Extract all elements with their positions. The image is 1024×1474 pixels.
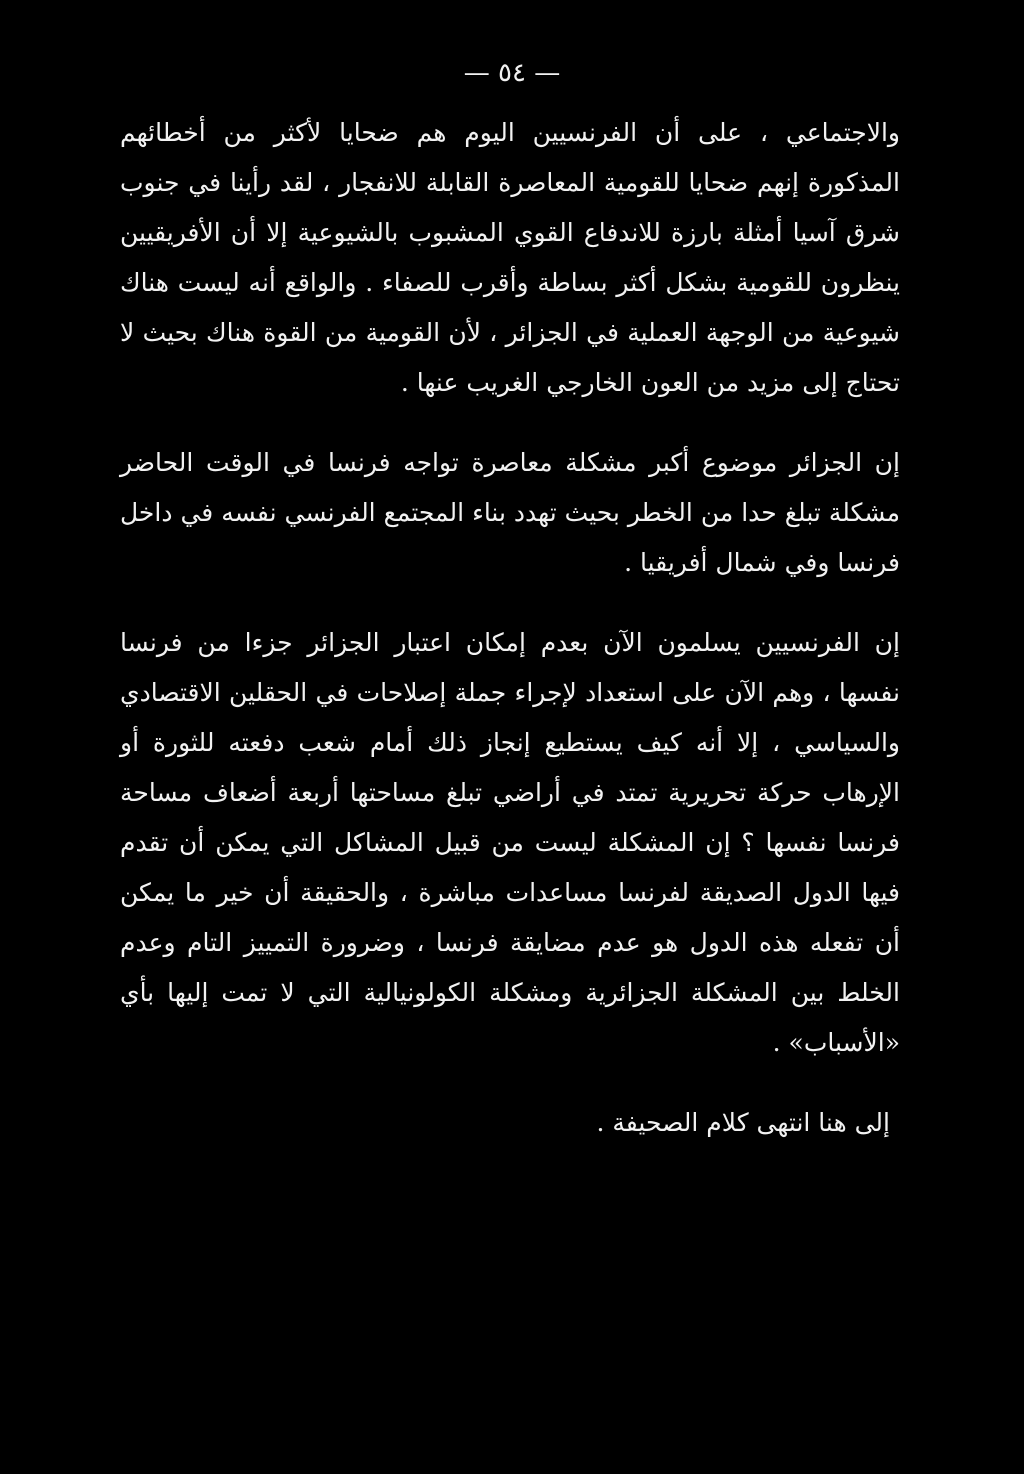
- paragraph-2: [120, 438, 900, 588]
- paragraph-1-text: والاجتماعي ، على أن الفرنسيين اليوم هم ضحايا لأكثر من أخطائهم المذكورة إنهم ضحايا للقومية المعاصرة القابلة للانفجار ، لقد رأينا في جنوب شرق آسيا أمثلة بارزة للاندفاع القوي المشبوب بالشيوعية إلا أن الأفريقيين ينظرون للقومية بشكل أكثر بساطة وأقرب للصفاء . والواقع أنه ليست هناك شيوعية من الوجهة العملية في الجزائر ، لأن القومية من القوة هناك بحيث لا تحتاج إلى مزيد من العون الخارجي الغريب عنها .: [120, 118, 900, 397]
- page-number: — ٥٤ —: [463, 58, 561, 88]
- paragraph-3: [120, 618, 900, 1068]
- paragraph-1: [120, 108, 900, 408]
- closing-line: إلى هنا انتهى كلام الصحيفة .: [596, 1108, 890, 1137]
- paragraph-2-text: إن الجزائر موضوع أكبر مشكلة معاصرة تواجه فرنسا في الوقت الحاضر مشكلة تبلغ حدا من الخطر بحيث تهدد بناء المجتمع الفرنسي نفسه في داخل فرنسا وفي شمال أفريقيا .: [120, 448, 900, 577]
- paragraph-3-text: إن الفرنسيين يسلمون الآن بعدم إمكان اعتبار الجزائر جزءا من فرنسا نفسها ، وهم الآن على استعداد لإجراء جملة إصلاحات في الحقلين الاقتصادي والسياسي ، إلا أنه كيف يستطيع إنجاز ذلك أمام شعب دفعته للثورة أو الإرهاب حركة تحريرية تمتد في أراضي تبلغ مساحتها أربعة أضعاف مساحة فرنسا نفسها ؟ إن المشكلة ليست من قبيل المشاكل التي يمكن أن تقدم فيها الدول الصديقة لفرنسا مساعدات مباشرة ، والحقيقة أن خير ما يمكن أن تفعله هذه الدول هو عدم مضايقة فرنسا ، وضرورة التمييز التام وعدم الخلط بين المشكلة الجزائرية ومشكلة الكولونيالية التي لا تمت إليها بأي «الأسباب» .: [120, 628, 900, 1057]
